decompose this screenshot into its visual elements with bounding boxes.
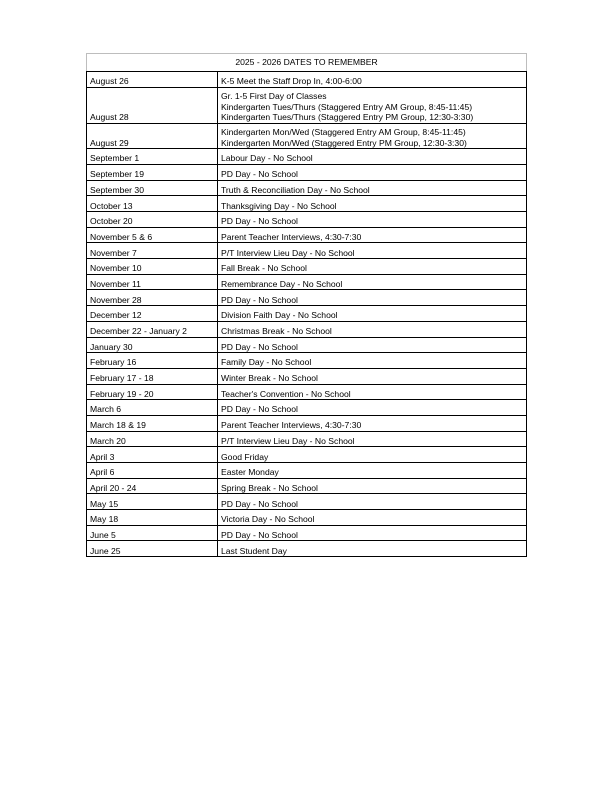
table-row [87, 227, 527, 243]
event-cell [218, 196, 527, 212]
event-text: Kindergarten Mon/Wed (Staggered Entry AM Group, 8:45-11:45) [221, 127, 466, 138]
date-cell: February 16 [87, 353, 218, 369]
date-cell: June 25 [87, 541, 218, 557]
event-cell [218, 525, 527, 541]
table-row [87, 400, 527, 416]
event-cell [218, 510, 527, 526]
event-text: Parent Teacher Interviews, 4:30-7:30 [221, 420, 362, 431]
date-cell: March 18 & 19 [87, 415, 218, 431]
table-title: 2025 - 2026 DATES TO REMEMBER [87, 54, 527, 72]
date-cell: March 20 [87, 431, 218, 447]
event-text: Thanksgiving Day - No School [221, 200, 337, 211]
date-cell: June 5 [87, 525, 218, 541]
date-cell: November 11 [87, 274, 218, 290]
event-cell [218, 541, 527, 557]
event-cell [218, 368, 527, 384]
event-cell [218, 353, 527, 369]
date-cell: March 6 [87, 400, 218, 416]
event-text: Kindergarten Mon/Wed (Staggered Entry PM Group, 12:30-3:30) [221, 137, 467, 148]
event-cell [218, 478, 527, 494]
date-cell: August 26 [87, 72, 218, 88]
date-cell: April 6 [87, 463, 218, 479]
table-row [87, 149, 527, 165]
event-text: Parent Teacher Interviews, 4:30-7:30 [221, 231, 362, 242]
event-cell [218, 259, 527, 275]
event-cell [218, 431, 527, 447]
event-text: P/T Interview Lieu Day - No School [221, 435, 355, 446]
event-text: Christmas Break - No School [221, 326, 332, 337]
event-cell [218, 290, 527, 306]
event-cell [218, 415, 527, 431]
table-row [87, 259, 527, 275]
date-cell: April 20 - 24 [87, 478, 218, 494]
event-cell [218, 180, 527, 196]
table-row [87, 478, 527, 494]
event-text: Good Friday [221, 451, 269, 462]
event-cell [218, 87, 527, 123]
event-cell [218, 494, 527, 510]
event-cell [218, 400, 527, 416]
table-row [87, 447, 527, 463]
event-text: Fall Break - No School [221, 263, 307, 274]
table-header-row [87, 54, 527, 72]
event-text: Truth & Reconciliation Day - No School [221, 184, 370, 195]
table-row [87, 368, 527, 384]
date-cell: September 30 [87, 180, 218, 196]
event-text: PD Day - No School [221, 498, 298, 509]
event-text: K-5 Meet the Staff Drop In, 4:00-6:00 [221, 76, 362, 87]
date-cell: August 29 [87, 123, 218, 149]
date-cell: May 15 [87, 494, 218, 510]
event-text: Division Faith Day - No School [221, 310, 338, 321]
event-text: PD Day - No School [221, 529, 298, 540]
event-text: PD Day - No School [221, 216, 298, 227]
event-cell [218, 447, 527, 463]
table-body [87, 72, 527, 557]
table-row [87, 384, 527, 400]
date-cell: November 5 & 6 [87, 227, 218, 243]
table-row [87, 510, 527, 526]
table-row [87, 541, 527, 557]
table-row [87, 290, 527, 306]
date-cell: October 20 [87, 212, 218, 228]
event-text: Last Student Day [221, 545, 287, 556]
event-text: Kindergarten Tues/Thurs (Staggered Entry PM Group, 12:30-3:30) [221, 112, 474, 123]
table-row [87, 353, 527, 369]
event-text: Kindergarten Tues/Thurs (Staggered Entry AM Group, 8:45-11:45) [221, 101, 473, 112]
date-cell: December 12 [87, 306, 218, 322]
table-row [87, 164, 527, 180]
event-cell [218, 274, 527, 290]
event-text: PD Day - No School [221, 404, 298, 415]
date-cell: April 3 [87, 447, 218, 463]
table-row [87, 525, 527, 541]
dates-table [86, 53, 527, 557]
event-text: Remembrance Day - No School [221, 278, 343, 289]
date-cell: December 22 - January 2 [87, 321, 218, 337]
date-cell: September 19 [87, 164, 218, 180]
date-cell: November 28 [87, 290, 218, 306]
event-text: Gr. 1-5 First Day of Classes [221, 91, 327, 102]
table-row [87, 196, 527, 212]
event-cell [218, 243, 527, 259]
date-cell: February 19 - 20 [87, 384, 218, 400]
event-cell [218, 149, 527, 165]
table-row [87, 494, 527, 510]
event-text: Winter Break - No School [221, 373, 318, 384]
event-text: Family Day - No School [221, 357, 312, 368]
date-cell: October 13 [87, 196, 218, 212]
event-text: PD Day - No School [221, 341, 298, 352]
event-cell [218, 306, 527, 322]
event-cell [218, 212, 527, 228]
event-cell [218, 123, 527, 149]
event-text: Spring Break - No School [221, 482, 318, 493]
date-cell: September 1 [87, 149, 218, 165]
table-row [87, 243, 527, 259]
date-cell: February 17 - 18 [87, 368, 218, 384]
date-cell: November 7 [87, 243, 218, 259]
table-row [87, 321, 527, 337]
event-text: P/T Interview Lieu Day - No School [221, 247, 355, 258]
event-cell [218, 384, 527, 400]
date-cell: January 30 [87, 337, 218, 353]
table-row [87, 337, 527, 353]
table-row [87, 274, 527, 290]
event-cell [218, 463, 527, 479]
event-text: Teacher's Convention - No School [221, 388, 351, 399]
table-row [87, 212, 527, 228]
table-row [87, 415, 527, 431]
event-cell [218, 164, 527, 180]
event-text: Victoria Day - No School [221, 514, 315, 525]
table-row [87, 87, 527, 123]
date-cell: August 28 [87, 87, 218, 123]
table-row [87, 463, 527, 479]
table-row [87, 72, 527, 88]
event-text: Labour Day - No School [221, 153, 313, 164]
event-cell [218, 72, 527, 88]
date-cell: May 18 [87, 510, 218, 526]
event-cell [218, 321, 527, 337]
table-row [87, 180, 527, 196]
table-row [87, 306, 527, 322]
event-text: PD Day - No School [221, 294, 298, 305]
event-text: PD Day - No School [221, 169, 298, 180]
event-cell [218, 227, 527, 243]
event-cell [218, 337, 527, 353]
table-row [87, 123, 527, 149]
event-text: Easter Monday [221, 467, 279, 478]
table-row [87, 431, 527, 447]
date-cell: November 10 [87, 259, 218, 275]
